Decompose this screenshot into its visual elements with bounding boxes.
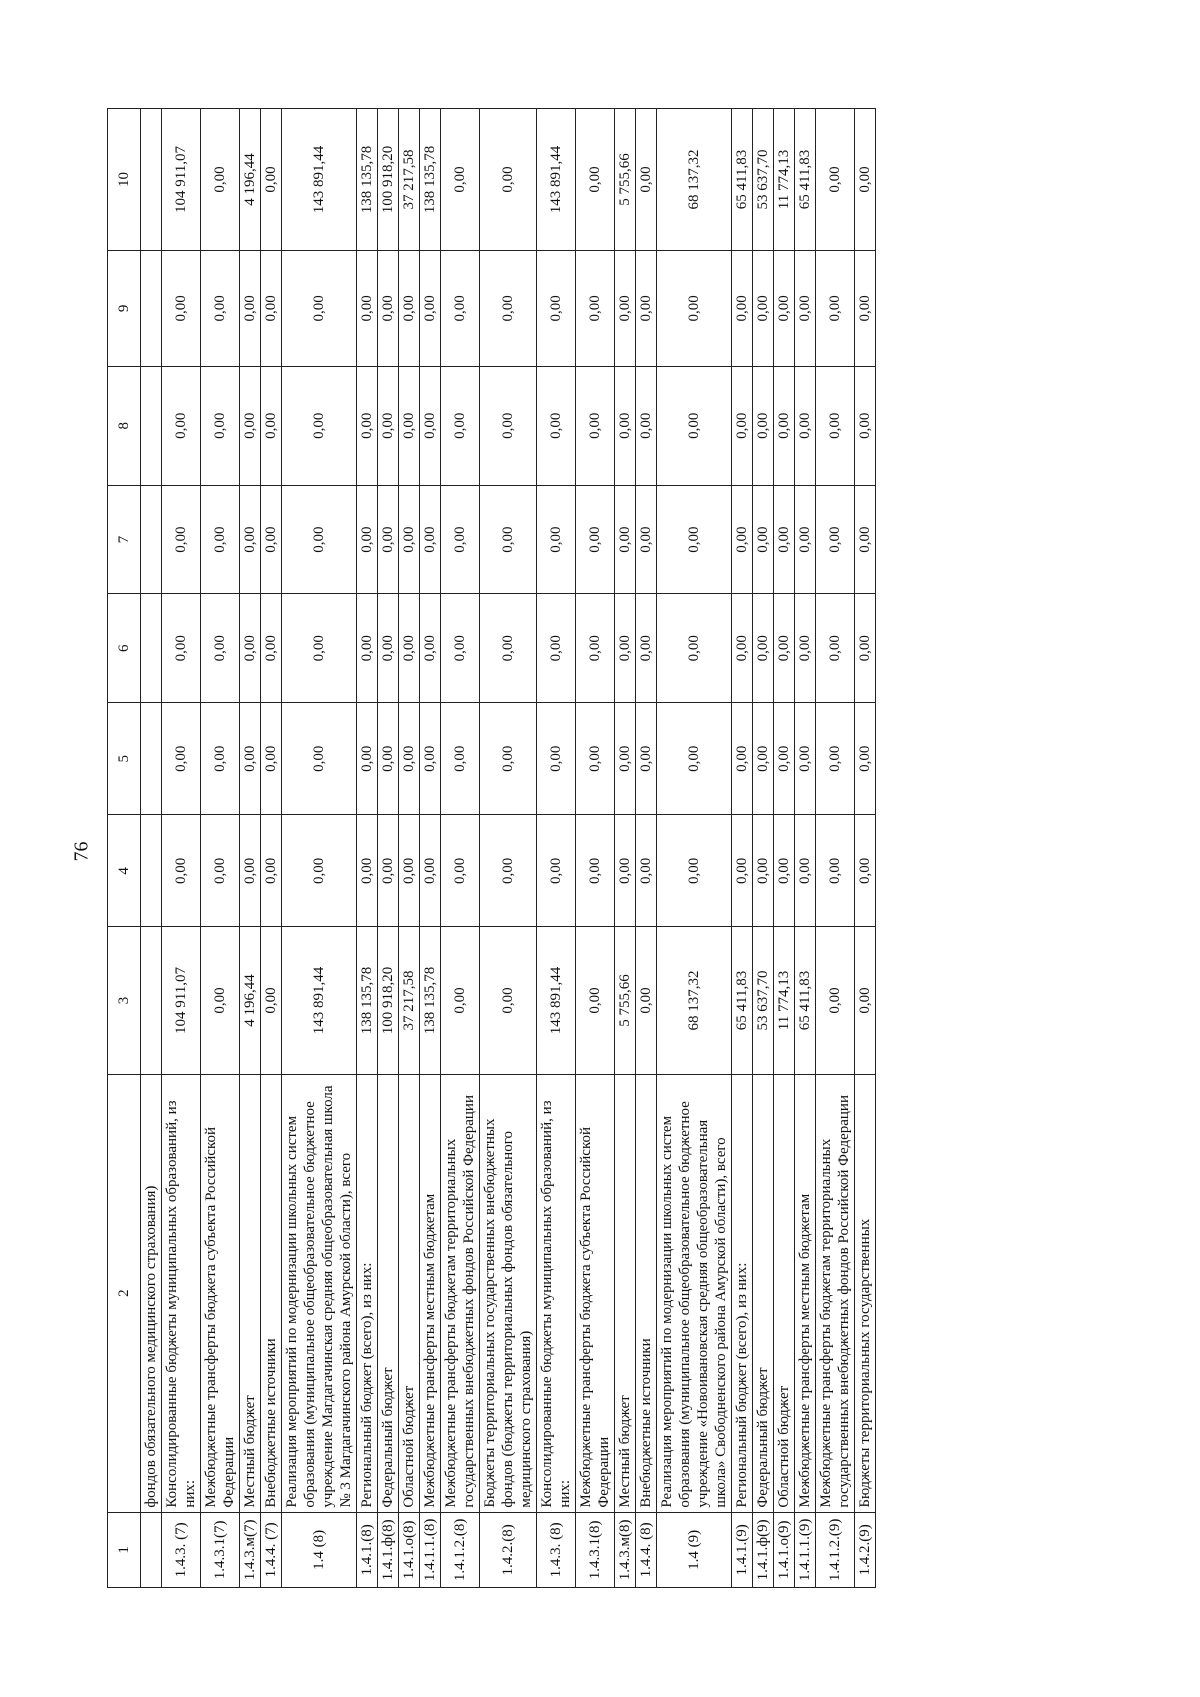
value-col-6: 0,00: [816, 594, 855, 703]
value-col-10: 0,00: [855, 109, 876, 251]
table-row: [240, 109, 261, 1588]
value-col-5: 0,00: [378, 703, 399, 815]
table-row: [378, 109, 399, 1588]
value-col-3: 0,00: [261, 927, 282, 1074]
value-col-4: 0,00: [162, 815, 201, 927]
table-row: [537, 109, 576, 1588]
value-col-10: 65 411,83: [732, 109, 753, 251]
value-col-5: 0,00: [282, 703, 357, 815]
value-col-10: 53 637,70: [753, 109, 774, 251]
value-col-8: 0,00: [420, 366, 441, 485]
value-col-3: 0,00: [201, 927, 240, 1074]
row-name: Бюджеты территориальных государственных: [855, 1074, 876, 1512]
row-code: 1.4 (8): [282, 1512, 357, 1587]
column-header: 5: [108, 703, 141, 815]
value-col-9: 0,00: [261, 251, 282, 367]
value-col-7: 0,00: [162, 485, 201, 594]
row-name: Федеральный бюджет: [753, 1074, 774, 1512]
row-code: 1.4.3. (8): [537, 1512, 576, 1587]
table-row: [399, 109, 420, 1588]
value-col-5: 0,00: [162, 703, 201, 815]
value-col-9: 0,00: [441, 251, 480, 367]
value-col-8: 0,00: [480, 366, 537, 485]
value-col-10: 68 137,32: [657, 109, 732, 251]
value-col-6: [141, 594, 162, 703]
value-col-8: 0,00: [816, 366, 855, 485]
value-col-3: 0,00: [855, 927, 876, 1074]
value-col-3: 53 637,70: [753, 927, 774, 1074]
value-col-10: 0,00: [480, 109, 537, 251]
value-col-5: 0,00: [774, 703, 795, 815]
value-col-3: 0,00: [480, 927, 537, 1074]
table-row: [855, 109, 876, 1588]
value-col-9: 0,00: [855, 251, 876, 367]
value-col-8: 0,00: [576, 366, 615, 485]
value-col-4: 0,00: [441, 815, 480, 927]
value-col-5: 0,00: [615, 703, 636, 815]
table-body: [141, 109, 876, 1588]
row-code: [141, 1512, 162, 1587]
value-col-8: 0,00: [261, 366, 282, 485]
row-name: Местный бюджет: [615, 1074, 636, 1512]
value-col-4: [141, 815, 162, 927]
header-row: [108, 109, 141, 1588]
value-col-7: 0,00: [240, 485, 261, 594]
value-col-6: 0,00: [420, 594, 441, 703]
value-col-7: 0,00: [615, 485, 636, 594]
value-col-6: 0,00: [753, 594, 774, 703]
value-col-3: 138 135,78: [357, 927, 378, 1074]
row-code: 1.4.3.м(8): [615, 1512, 636, 1587]
row-name: Межбюджетные трансферты бюджета субъекта Российской Федерации: [576, 1074, 615, 1512]
table-row: [141, 109, 162, 1588]
value-col-6: 0,00: [240, 594, 261, 703]
value-col-10: 0,00: [636, 109, 657, 251]
value-col-4: 0,00: [636, 815, 657, 927]
table-row: [795, 109, 816, 1588]
value-col-4: 0,00: [576, 815, 615, 927]
value-col-10: 11 774,13: [774, 109, 795, 251]
value-col-4: 0,00: [816, 815, 855, 927]
value-col-7: 0,00: [480, 485, 537, 594]
value-col-10: 104 911,07: [162, 109, 201, 251]
value-col-6: 0,00: [378, 594, 399, 703]
row-code: 1.4.1.2.(9): [816, 1512, 855, 1587]
value-col-10: 0,00: [576, 109, 615, 251]
value-col-9: 0,00: [795, 251, 816, 367]
value-col-5: 0,00: [537, 703, 576, 815]
row-code: 1.4.3.1(8): [576, 1512, 615, 1587]
value-col-8: 0,00: [378, 366, 399, 485]
value-col-6: 0,00: [441, 594, 480, 703]
value-col-8: 0,00: [636, 366, 657, 485]
table-row: [357, 109, 378, 1588]
row-name: Межбюджетные трансферты бюджетам территориальных государственных внебюджетных фондов Российской Федерации: [816, 1074, 855, 1512]
row-name: Областной бюджет: [399, 1074, 420, 1512]
value-col-3: 143 891,44: [537, 927, 576, 1074]
value-col-10: 5 755,66: [615, 109, 636, 251]
value-col-4: 0,00: [753, 815, 774, 927]
value-col-4: 0,00: [732, 815, 753, 927]
row-code: 1.4.1.о(9): [774, 1512, 795, 1587]
column-header: 3: [108, 927, 141, 1074]
column-header: 10: [108, 109, 141, 251]
value-col-5: 0,00: [357, 703, 378, 815]
table-row: [420, 109, 441, 1588]
value-col-6: 0,00: [399, 594, 420, 703]
table-row: [753, 109, 774, 1588]
row-code: 1.4.3.м(7): [240, 1512, 261, 1587]
value-col-9: 0,00: [636, 251, 657, 367]
value-col-9: 0,00: [357, 251, 378, 367]
value-col-10: 138 135,78: [420, 109, 441, 251]
value-col-5: 0,00: [240, 703, 261, 815]
value-col-9: 0,00: [657, 251, 732, 367]
value-col-9: 0,00: [201, 251, 240, 367]
value-col-8: 0,00: [855, 366, 876, 485]
page-number: 76: [70, 841, 93, 862]
value-col-10: 0,00: [816, 109, 855, 251]
value-col-6: 0,00: [657, 594, 732, 703]
value-col-4: 0,00: [420, 815, 441, 927]
row-code: 1.4.3. (7): [162, 1512, 201, 1587]
value-col-4: 0,00: [855, 815, 876, 927]
value-col-3: 65 411,83: [795, 927, 816, 1074]
rotated-page: [107, 108, 1107, 1588]
value-col-9: 0,00: [480, 251, 537, 367]
value-col-6: 0,00: [537, 594, 576, 703]
row-name: Межбюджетные трансферты бюджета субъекта Российской Федерации: [201, 1074, 240, 1512]
value-col-3: 143 891,44: [282, 927, 357, 1074]
column-header: 2: [108, 1074, 141, 1512]
row-name: Региональный бюджет (всего), из них:: [357, 1074, 378, 1512]
row-name: Реализация мероприятий по модернизации школьных систем образования (муниципальное общеобразовательное бюджетное учреждение Магдагачинская средняя общеобразовательная школа № 3 Магдагачинского района Амурской области), всего: [282, 1074, 357, 1512]
value-col-7: 0,00: [636, 485, 657, 594]
value-col-9: 0,00: [399, 251, 420, 367]
value-col-5: 0,00: [261, 703, 282, 815]
row-name: Региональный бюджет (всего), из них:: [732, 1074, 753, 1512]
row-name: Реализация мероприятий по модернизации школьных систем образования (муниципальное общеобразовательное бюджетное учреждение «Новоивановская средняя общеобразовательная школа» Свободненского района Амурской области), всего: [657, 1074, 732, 1512]
value-col-7: 0,00: [537, 485, 576, 594]
value-col-10: 65 411,83: [795, 109, 816, 251]
value-col-3: 0,00: [441, 927, 480, 1074]
value-col-6: 0,00: [576, 594, 615, 703]
value-col-4: 0,00: [774, 815, 795, 927]
value-col-4: 0,00: [240, 815, 261, 927]
value-col-9: 0,00: [774, 251, 795, 367]
value-col-7: 0,00: [420, 485, 441, 594]
value-col-7: 0,00: [855, 485, 876, 594]
table-row: [261, 109, 282, 1588]
value-col-5: 0,00: [816, 703, 855, 815]
table-row: [576, 109, 615, 1588]
value-col-4: 0,00: [795, 815, 816, 927]
table-row: [816, 109, 855, 1588]
row-name: Межбюджетные трансферты бюджетам территориальных государственных внебюджетных фондов Российской Федерации: [441, 1074, 480, 1512]
value-col-4: 0,00: [480, 815, 537, 927]
row-code: 1.4.1.ф(8): [378, 1512, 399, 1587]
value-col-7: 0,00: [399, 485, 420, 594]
value-col-3: 100 918,20: [378, 927, 399, 1074]
value-col-6: 0,00: [201, 594, 240, 703]
value-col-8: 0,00: [774, 366, 795, 485]
value-col-9: [141, 251, 162, 367]
row-name: Консолидированные бюджеты муниципальных образований, из них:: [537, 1074, 576, 1512]
budget-table: [107, 108, 876, 1588]
value-col-6: 0,00: [774, 594, 795, 703]
value-col-8: 0,00: [657, 366, 732, 485]
value-col-10: 0,00: [441, 109, 480, 251]
value-col-5: 0,00: [420, 703, 441, 815]
value-col-7: 0,00: [282, 485, 357, 594]
row-name: Внебюджетные источники: [261, 1074, 282, 1512]
row-code: 1.4.1.1.(8): [420, 1512, 441, 1587]
row-code: 1.4.1.(9): [732, 1512, 753, 1587]
value-col-10: 138 135,78: [357, 109, 378, 251]
row-name: Консолидированные бюджеты муниципальных образований, из них:: [162, 1074, 201, 1512]
column-header: 4: [108, 815, 141, 927]
table-row: [732, 109, 753, 1588]
value-col-4: 0,00: [357, 815, 378, 927]
table-row: [615, 109, 636, 1588]
value-col-8: 0,00: [441, 366, 480, 485]
value-col-4: 0,00: [537, 815, 576, 927]
table-row: [282, 109, 357, 1588]
value-col-9: 0,00: [162, 251, 201, 367]
value-col-7: 0,00: [201, 485, 240, 594]
value-col-10: 100 918,20: [378, 109, 399, 251]
value-col-5: 0,00: [753, 703, 774, 815]
value-col-3: 68 137,32: [657, 927, 732, 1074]
value-col-10: [141, 109, 162, 251]
value-col-10: 0,00: [261, 109, 282, 251]
value-col-8: 0,00: [795, 366, 816, 485]
row-code: 1.4.1.(8): [357, 1512, 378, 1587]
row-name: Межбюджетные трансферты местным бюджетам: [795, 1074, 816, 1512]
value-col-9: 0,00: [753, 251, 774, 367]
value-col-7: 0,00: [774, 485, 795, 594]
value-col-6: 0,00: [357, 594, 378, 703]
row-code: 1.4.1.2.(8): [441, 1512, 480, 1587]
column-header: 8: [108, 366, 141, 485]
column-header: 7: [108, 485, 141, 594]
value-col-7: 0,00: [261, 485, 282, 594]
value-col-3: 104 911,07: [162, 927, 201, 1074]
value-col-8: 0,00: [732, 366, 753, 485]
value-col-3: 0,00: [576, 927, 615, 1074]
row-code: 1.4.4. (7): [261, 1512, 282, 1587]
value-col-7: 0,00: [795, 485, 816, 594]
row-code: 1.4.1.ф(9): [753, 1512, 774, 1587]
value-col-9: 0,00: [282, 251, 357, 367]
value-col-7: 0,00: [732, 485, 753, 594]
table-row: [636, 109, 657, 1588]
value-col-7: 0,00: [576, 485, 615, 594]
value-col-8: [141, 366, 162, 485]
value-col-6: 0,00: [480, 594, 537, 703]
value-col-9: 0,00: [732, 251, 753, 367]
row-code: 1.4.2.(9): [855, 1512, 876, 1587]
value-col-7: 0,00: [816, 485, 855, 594]
table-row: [162, 109, 201, 1588]
value-col-5: 0,00: [576, 703, 615, 815]
value-col-4: 0,00: [261, 815, 282, 927]
value-col-3: 4 196,44: [240, 927, 261, 1074]
value-col-7: 0,00: [657, 485, 732, 594]
table-row: [441, 109, 480, 1588]
value-col-8: 0,00: [399, 366, 420, 485]
value-col-3: 37 217,58: [399, 927, 420, 1074]
row-code: 1.4.4. (8): [636, 1512, 657, 1587]
value-col-6: 0,00: [855, 594, 876, 703]
row-name: Внебюджетные источники: [636, 1074, 657, 1512]
value-col-5: 0,00: [795, 703, 816, 815]
value-col-5: 0,00: [480, 703, 537, 815]
row-name: Межбюджетные трансферты местным бюджетам: [420, 1074, 441, 1512]
value-col-8: 0,00: [240, 366, 261, 485]
row-name: Федеральный бюджет: [378, 1074, 399, 1512]
value-col-10: 143 891,44: [537, 109, 576, 251]
value-col-8: 0,00: [537, 366, 576, 485]
value-col-6: 0,00: [615, 594, 636, 703]
value-col-9: 0,00: [615, 251, 636, 367]
row-name: фондов обязательного медицинского страхования): [141, 1074, 162, 1512]
value-col-8: 0,00: [615, 366, 636, 485]
column-header: 9: [108, 251, 141, 367]
value-col-4: 0,00: [282, 815, 357, 927]
table-row: [657, 109, 732, 1588]
value-col-10: 4 196,44: [240, 109, 261, 251]
value-col-5: 0,00: [399, 703, 420, 815]
table-row: [774, 109, 795, 1588]
value-col-8: 0,00: [753, 366, 774, 485]
value-col-4: 0,00: [615, 815, 636, 927]
row-code: 1.4 (9): [657, 1512, 732, 1587]
value-col-4: 0,00: [399, 815, 420, 927]
value-col-7: [141, 485, 162, 594]
row-code: 1.4.1.о(8): [399, 1512, 420, 1587]
value-col-8: 0,00: [282, 366, 357, 485]
value-col-3: [141, 927, 162, 1074]
value-col-10: 37 217,58: [399, 109, 420, 251]
value-col-5: 0,00: [441, 703, 480, 815]
table-row: [201, 109, 240, 1588]
row-name: Областной бюджет: [774, 1074, 795, 1512]
column-header: 1: [108, 1512, 141, 1587]
value-col-3: 138 135,78: [420, 927, 441, 1074]
value-col-3: 65 411,83: [732, 927, 753, 1074]
value-col-8: 0,00: [357, 366, 378, 485]
value-col-5: 0,00: [855, 703, 876, 815]
value-col-7: 0,00: [441, 485, 480, 594]
row-code: 1.4.2.(8): [480, 1512, 537, 1587]
value-col-10: 143 891,44: [282, 109, 357, 251]
value-col-3: 0,00: [816, 927, 855, 1074]
value-col-6: 0,00: [636, 594, 657, 703]
value-col-5: 0,00: [657, 703, 732, 815]
value-col-8: 0,00: [201, 366, 240, 485]
value-col-9: 0,00: [576, 251, 615, 367]
row-name: Бюджеты территориальных государственных внебюджетных фондов (бюджеты территориальных фондов обязательного медицинского страхования): [480, 1074, 537, 1512]
value-col-3: 5 755,66: [615, 927, 636, 1074]
column-header: 6: [108, 594, 141, 703]
value-col-6: 0,00: [282, 594, 357, 703]
value-col-8: 0,00: [162, 366, 201, 485]
value-col-4: 0,00: [201, 815, 240, 927]
value-col-4: 0,00: [378, 815, 399, 927]
value-col-5: 0,00: [636, 703, 657, 815]
value-col-6: 0,00: [795, 594, 816, 703]
table-row: [480, 109, 537, 1588]
value-col-5: 0,00: [732, 703, 753, 815]
value-col-5: 0,00: [201, 703, 240, 815]
value-col-9: 0,00: [378, 251, 399, 367]
value-col-9: 0,00: [816, 251, 855, 367]
value-col-5: [141, 703, 162, 815]
value-col-6: 0,00: [732, 594, 753, 703]
value-col-9: 0,00: [420, 251, 441, 367]
value-col-7: 0,00: [378, 485, 399, 594]
value-col-7: 0,00: [753, 485, 774, 594]
row-code: 1.4.1.1.(9): [795, 1512, 816, 1587]
value-col-3: 0,00: [636, 927, 657, 1074]
value-col-7: 0,00: [357, 485, 378, 594]
row-name: Местный бюджет: [240, 1074, 261, 1512]
row-code: 1.4.3.1(7): [201, 1512, 240, 1587]
value-col-6: 0,00: [261, 594, 282, 703]
value-col-10: 0,00: [201, 109, 240, 251]
value-col-4: 0,00: [657, 815, 732, 927]
value-col-6: 0,00: [162, 594, 201, 703]
value-col-9: 0,00: [240, 251, 261, 367]
value-col-9: 0,00: [537, 251, 576, 367]
value-col-3: 11 774,13: [774, 927, 795, 1074]
